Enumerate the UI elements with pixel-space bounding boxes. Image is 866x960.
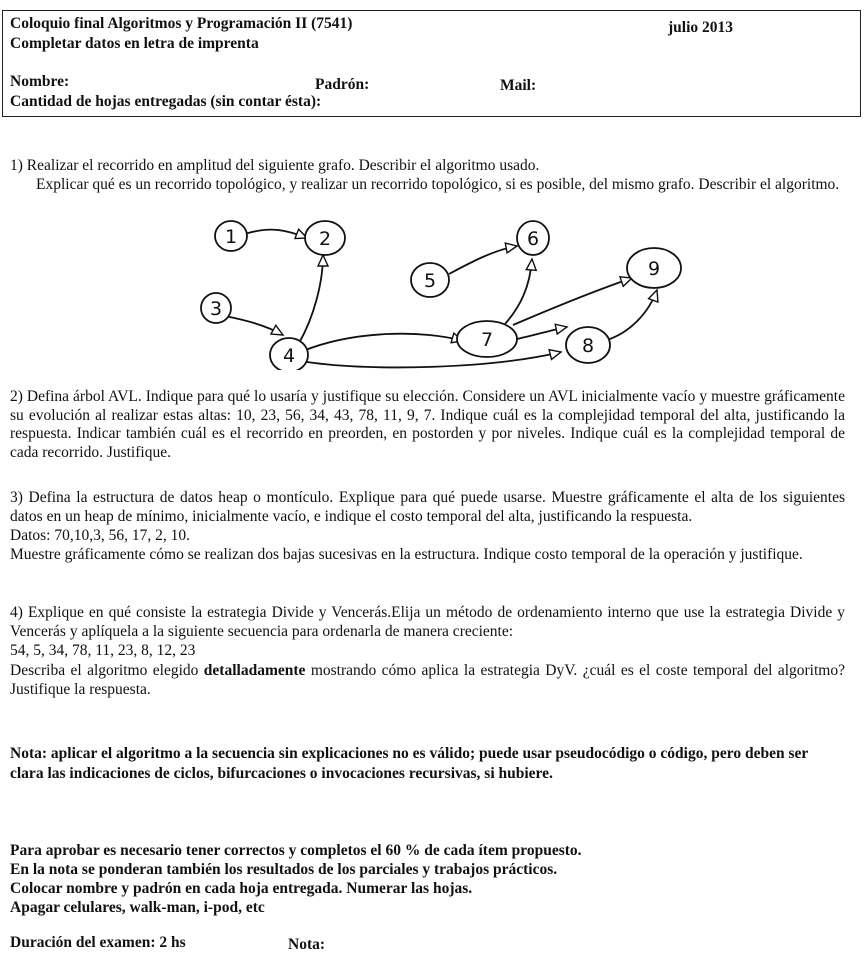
q4-sequence: 54, 5, 34, 78, 11, 23, 8, 12, 23 [10,642,196,659]
q4-text2-post: mostrando cómo aplica la estrategia DyV. ¿cuál es el coste temporal del algoritmo? Justifique la respuesta. [10,662,845,698]
node-label-3: 3 [209,298,223,320]
edge-4-8 [307,352,561,367]
exam-title: Coloquio final Algoritmos y Programación II (7541) [10,15,353,32]
rule-4: Apagar celulares, walk-man, i-pod, etc [10,899,265,916]
node-label-4: 4 [282,345,296,367]
node-label-8: 8 [581,335,595,357]
edge-1-2 [245,230,307,238]
q1-line1: 1) Realizar el recorrido en amplitud del siguiente grafo. Describir el algoritmo usado. [10,157,540,174]
q1-line2: Explicar qué es un recorrido topológico, y realizar un recorrido topológico, si es posible, del mismo grafo. Describir el algoritmo. [36,176,840,193]
edge-5-6 [449,246,517,274]
note-text: Nota: aplicar el algoritmo a la secuencia sin explicaciones no es válido; puede usar pseudocódigo o código, pero deben ser clara las indicaciones de ciclos, bifurcaciones o invocaciones recursivas, si hubiere. [10,745,808,782]
rule-1: Para aprobar es necesario tener correctos y completos el 60 % de cada ítem propuesto. [10,842,582,859]
q4-text: 4) Explique en qué consiste la estrategia Divide y Vencerás.Elija un método de ordenamiento interno que use la estrategia Divide y Vencerás y aplíquela a la siguiente secuencia para ordenarla de manera creciente: [10,604,845,640]
node-label-6: 6 [526,228,540,250]
node-label-7: 7 [480,329,494,351]
q3-text2: Muestre gráficamente cómo se realizan dos bajas sucesivas en la estructura. Indique costo temporal de la operación y justifique. [10,546,803,563]
instruction-text: Completar datos en letra de imprenta [10,35,259,52]
edge-4-7 [303,334,463,351]
mail-label: Mail: [500,77,537,94]
q4-text2-pre: Describa el algoritmo elegido [10,662,204,679]
directed-graph [195,212,695,370]
rule-2: En la nota se ponderan también los resultados de los parciales y trabajos prácticos. [10,861,558,878]
q3-text: 3) Defina la estructura de datos heap o montículo. Explique para qué puede usarse. Muestre gráficamente el alta de los siguientes datos en un heap de mínimo, inicialmente vacío, e indique el costo temporal del alta, justificando la respuesta. [10,489,845,525]
edge-7-8 [517,327,567,339]
edge-3-4 [225,316,283,335]
nota-label: Nota: [288,936,326,953]
padron-label: Padrón: [315,76,370,93]
rule-3: Colocar nombre y padrón en cada hoja entregada. Numerar las hojas. [10,880,473,897]
node-label-1: 1 [224,226,238,248]
q2-text: 2) Defina árbol AVL. Indique para qué lo usaría y justifique su elección. Considere un AVL inicialmente vacío y muestre gráficamente su evolución al realizar estas altas: 10, 23, 56, 34, 43, 78, 11, 9, 7. Indique cuál es la complejidad temporal del alta, justificando la respuesta. Indicar también cuál es el recorrido en preorden, en postorden y por niveles. Indique cuál es la complejidad temporal de cada recorrido. Justifique. [10,388,845,461]
edge-8-9 [607,290,657,340]
edge-7-6 [505,259,532,324]
edge-4-2 [299,255,323,343]
edge-7-9 [513,278,632,325]
node-label-9: 9 [647,258,661,280]
duration-text: Duración del examen: 2 hs [10,934,186,951]
q4-text2-bold: detalladamente [203,662,306,679]
node-label-2: 2 [318,228,332,250]
node-label-5: 5 [423,270,437,292]
nombre-label: Nombre: [10,73,70,90]
q4-text2 [10,662,845,699]
exam-date: julio 2013 [668,19,734,36]
q3-data: Datos: 70,10,3, 56, 17, 2, 10. [10,527,190,544]
hojas-label: Cantidad de hojas entregadas (sin contar ésta): [10,93,322,110]
